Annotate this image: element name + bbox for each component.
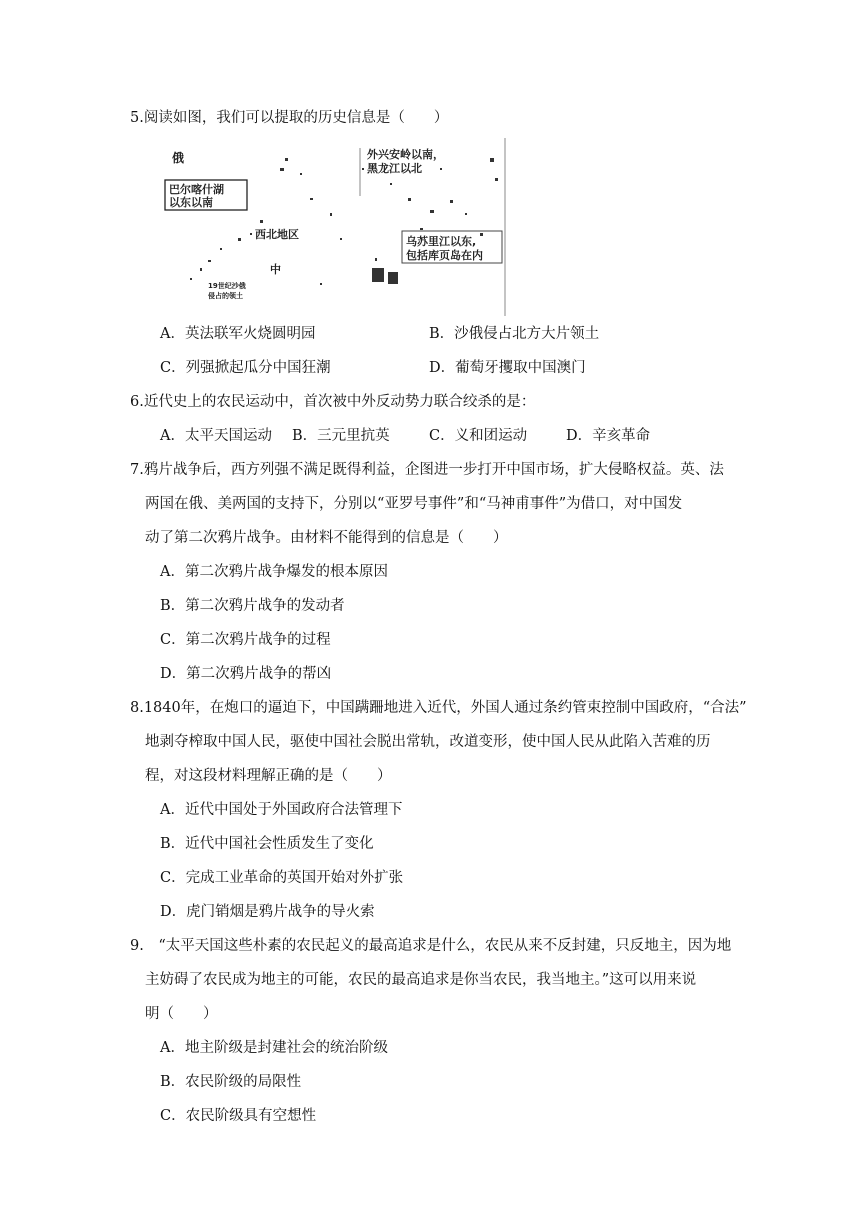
q7-stem-line-1: 7.鸦片战争后，西方列强不满足既得利益，企图进一步打开中国市场，扩大侵略权益。英、法: [130, 462, 724, 478]
map-label-outer-xingan-1: 外兴安岭以南，: [367, 148, 444, 161]
q8-stem-line-2: 地剥夺榨取中国人民，驱使中国社会脱出常轨，改道变形，使中国人民从此陷入苦难的历: [145, 734, 711, 750]
map-label-ussuri-2: 包括库页岛在内: [406, 249, 483, 262]
q8-option-b[interactable]: B．近代中国社会性质发生了变化: [160, 836, 374, 852]
q5-option-d[interactable]: D．葡萄牙攫取中国澳门: [429, 360, 586, 376]
map-legend-1: 19世纪沙俄: [208, 282, 246, 290]
q6-option-b[interactable]: B．三元里抗英: [292, 428, 390, 444]
q6-option-a[interactable]: A．太平天国运动: [160, 428, 272, 444]
historical-map: [160, 138, 510, 316]
q5-stem: 5.阅读如图，我们可以提取的历史信息是（ ）: [130, 110, 449, 126]
q7-stem-line-2: 两国在俄、美两国的支持下，分别以“亚罗号事件”和“马神甫事件”为借口，对中国发: [145, 496, 683, 512]
q9-stem-line-1: 9. “太平天国这些朴素的农民起义的最高追求是什么，农民从来不反封建，只反地主，因为地: [130, 938, 732, 954]
q8-stem-line-3: 程，对这段材料理解正确的是（ ）: [145, 768, 392, 784]
map-label-northwest: 西北地区: [255, 228, 299, 241]
map-label-balkhash-1: 巴尔喀什湖: [169, 183, 224, 196]
q5-option-c[interactable]: C．列强掀起瓜分中国狂潮: [160, 360, 331, 376]
q9-option-b[interactable]: B．农民阶级的局限性: [160, 1074, 302, 1090]
q8-option-c[interactable]: C．完成工业革命的英国开始对外扩张: [160, 870, 404, 886]
map-label-balkhash-2: 以东以南: [169, 196, 213, 209]
q7-option-b[interactable]: B．第二次鸦片战争的发动者: [160, 598, 345, 614]
q8-option-a[interactable]: A．近代中国处于外国政府合法管理下: [160, 802, 403, 818]
map-legend-2: 侵占的领土: [208, 292, 243, 300]
q6-option-d[interactable]: D．辛亥革命: [566, 428, 651, 444]
q9-option-a[interactable]: A．地主阶级是封建社会的统治阶级: [160, 1040, 388, 1056]
q7-option-c[interactable]: C．第二次鸦片战争的过程: [160, 632, 331, 648]
q9-option-c[interactable]: C．农民阶级具有空想性: [160, 1108, 317, 1124]
q8-option-d[interactable]: D．虎门销烟是鸦片战争的导火索: [160, 904, 375, 920]
map-label-zhong: 中: [270, 263, 281, 276]
map-label-outer-xingan-2: 黑龙江以北: [367, 162, 422, 175]
map-label-e: 俄: [172, 151, 185, 165]
q6-stem: 6.近代史上的农民运动中，首次被中外反动势力联合绞杀的是：: [130, 394, 536, 410]
q7-stem-line-3: 动了第二次鸦片战争。由材料不能得到的信息是（ ）: [145, 530, 508, 546]
q9-stem-line-3: 明（ ）: [145, 1006, 218, 1022]
q9-stem-line-2: 主妨碍了农民成为地主的可能，农民的最高追求是你当农民，我当地主。”这可以用来说: [145, 972, 697, 988]
q5-option-a[interactable]: A．英法联军火烧圆明园: [160, 326, 316, 342]
q8-stem-line-1: 8.1840年，在炮口的逼迫下，中国蹒跚地进入近代，外国人通过条约管束控制中国政府，“合法”: [130, 700, 747, 716]
map-label-ussuri-1: 乌苏里江以东,: [406, 235, 477, 248]
q5-option-b[interactable]: B．沙俄侵占北方大片领土: [429, 326, 600, 342]
q7-option-d[interactable]: D．第二次鸦片战争的帮凶: [160, 666, 332, 682]
q6-option-c[interactable]: C．义和团运动: [429, 428, 528, 444]
q7-option-a[interactable]: A．第二次鸦片战争爆发的根本原因: [160, 564, 388, 580]
